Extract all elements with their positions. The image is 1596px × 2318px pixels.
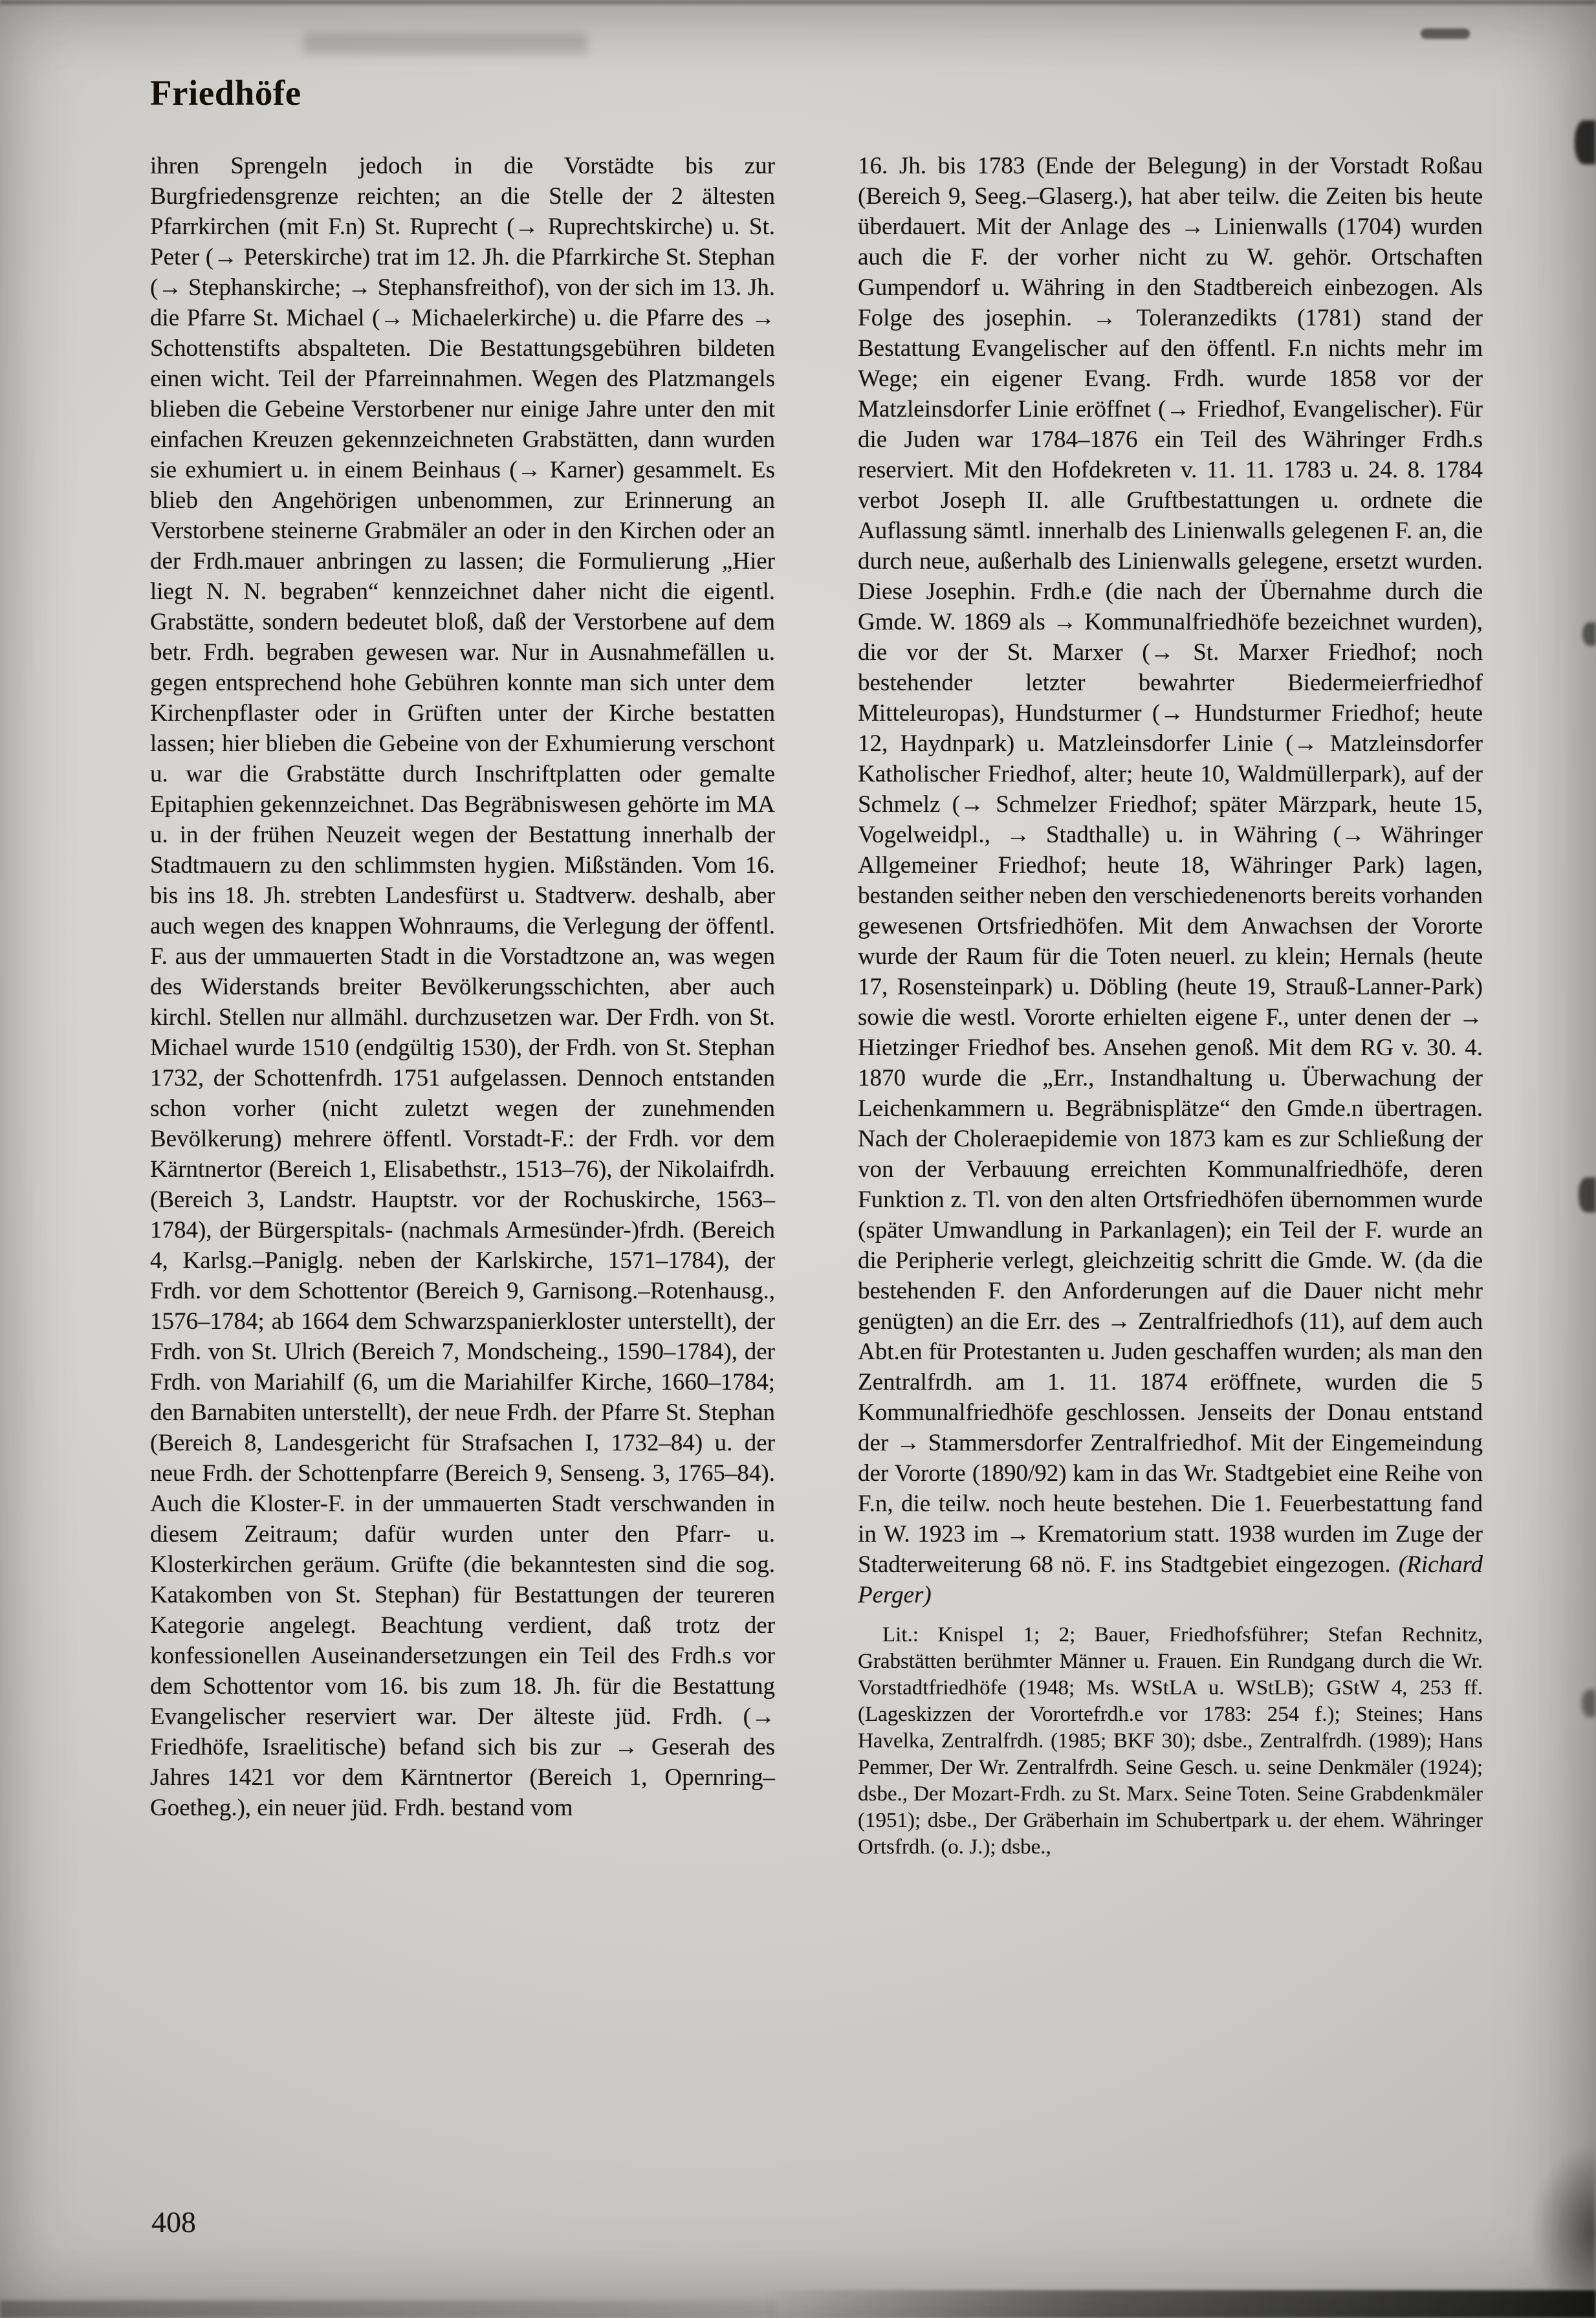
scan-artifact <box>1582 622 1596 646</box>
text-columns <box>150 151 1483 1861</box>
scan-artifact <box>763 2290 1596 2318</box>
scan-artifact <box>303 32 587 54</box>
scan-artifact <box>1531 2141 1596 2290</box>
left-column <box>150 151 775 1861</box>
right-column-main-text: 16. Jh. bis 1783 (Ende der Belegung) in der Vorstadt Roßau (Bereich 9, Seeg.–Glaserg.), hat aber teilw. die Zeiten bis heute überdauert. Mit der Anlage des → Linienwalls (1704) wurden auch die F. der vorher nicht zu W. gehör. Ortschaften Gumpendorf u. Währing in den Stadtbereich einbezogen. Als Folge des josephin. → Toleranzedikts (1781) stand der Bestattung Evangelischer auf den öffentl. F.n nichts mehr im Wege; ein eigener Evang. Frdh. wurde 1858 vor der Matzleinsdorfer Linie eröffnet (→ Friedhof, Evangelischer). Für die Juden war 1784–1876 ein Teil des Währinger Frdh.s reserviert. Mit den Hofdekreten v. 11. 11. 1783 u. 24. 8. 1784 verbot Joseph II. alle Gruftbestattungen u. ordnete die Auflassung sämtl. innerhalb des Linienwalls gelegenen F. an, die durch neue, außerhalb des Linienwalls gelegene, ersetzt wurden. Diese Josephin. Frdh.e (die nach der Übernahme durch die Gmde. W. 1869 als → Kommunalfriedhöfe bezeichnet wurden), die vor der St. Marxer (→ St. Marxer Friedhof; noch bestehender letzter bewahrter Biedermeierfriedhof Mitteleuropas), Hundsturmer (→ Hundsturmer Friedhof; heute 12, Haydnpark) u. Matzleinsdorfer Linie (→ Matzleinsdorfer Katholischer Friedhof, alter; heute 10, Waldmüllerpark), auf der Schmelz (→ Schmelzer Friedhof; später Märzpark, heute 15, Vogelweidpl., → Stadthalle) u. in Währing (→ Währinger Allgemeiner Friedhof; heute 18, Währinger Park) lagen, bestanden seither neben den verschiedenenorts bereits vorhanden gewesenen Ortsfriedhöfen. Mit dem Anwachsen der Vororte wurde der Raum für die Toten neuerl. zu klein; Hernals (heute 17, Rosensteinpark) u. Döbling (heute 19, Strauß-Lanner-Park) sowie die westl. Vororte erhielten eigene F., unter denen der → Hietzinger Friedhof bes. Ansehen genoß. Mit dem RG v. 30. 4. 1870 wurde die „Err., Instandhaltung u. Überwachung der Leichenkammern u. Begräbnisplätze“ den Gmde.n übertragen. Nach der Choleraepidemie von 1873 kam es zur Schließung der von der Verbauung erreichten Kommunalfriedhöfe, deren Funktion z. Tl. von den alten Ortsfriedhöfen übernommen wurde (später Umwandlung in Parkanlagen); ein Teil der F. wurde an die Peripherie verlegt, gleichzeitig schritt die Gmde. W. (da die bestehenden F. den Anforderungen auf die Dauer nicht mehr genügten) an die Err. des → Zentralfriedhofs (11), auf dem auch Abt.en für Protestanten u. Juden geschaffen wurden; als man den Zentralfrdh. am 1. 11. 1874 eröffnete, wurden die 5 Kommunalfriedhöfe geschlossen. Jenseits der Donau entstand der → Stammersdorfer Zentralfriedhof. Mit der Eingemeindung der Vororte (1890/92) kam in das Wr. Stadtgebiet eine Reihe von F.n, die teilw. noch heute bestehen. Die 1. Feuerbestattung fand in W. 1923 im → Krematorium statt. 1938 wurden im Zuge der Stadterweiterung 68 nö. F. ins Stadtgebiet eingezogen. <box>858 153 1483 1578</box>
scan-artifact <box>1579 1177 1596 1212</box>
scan-artifact <box>1582 1690 1596 1717</box>
scan-artifact <box>0 2301 776 2318</box>
right-column <box>858 151 1483 1861</box>
entry-heading: Friedhöfe <box>150 73 301 113</box>
right-column-text <box>858 151 1483 1610</box>
scan-artifact <box>0 0 1596 5</box>
page-content <box>150 72 1483 1861</box>
page-number: 408 <box>151 2205 196 2238</box>
scan-artifact <box>1421 28 1470 39</box>
scan-artifact <box>1575 120 1596 164</box>
literature-paragraph: Lit.: Knispel 1; 2; Bauer, Friedhofsführer; Stefan Rechnitz, Grabstätten berühmter Männer u. Frauen. Ein Rundgang durch die Wr. Vorstadtfriedhöfe (1948; Ms. WStLA u. WStLB); GStW 4, 253 ff. (Lageskizzen der Vorortefrdh.e vor 1783: 254 f.); Steines; Hans Havelka, Zentralfrdh. (1985; BKF 30); dsbe., Zentralfrdh. (1989); Hans Pemmer, Der Wr. Zentralfrdh. Seine Gesch. u. seine Denkmäler (1924); dsbe., Der Mozart-Frdh. zu St. Marx. Seine Toten. Seine Grabdenkmäler (1951); dsbe., Der Gräberhain im Schubertpark u. der ehem. Währinger Ortsfrdh. (o. J.); dsbe., <box>858 1623 1483 1859</box>
author-attribution: (Richard Perger) <box>858 1551 1483 1608</box>
left-column-text: ihren Sprengeln jedoch in die Vorstädte bis zur Burgfriedensgrenze reichten; an die Stelle der 2 ältesten Pfarrkirchen (mit F.n) St. Ruprecht (→ Ruprechtskirche) u. St. Peter (→ Peterskirche) trat im 12. Jh. die Pfarrkirche St. Stephan (→ Stephanskirche; → Stephansfreithof), von der sich im 13. Jh. die Pfarre St. Michael (→ Michaelerkirche) u. die Pfarre des → Schottenstifts abspalteten. Die Bestattungsgebühren bildeten einen wicht. Teil der Pfarreinnahmen. Wegen des Platzmangels blieben die Gebeine Verstorbener nur einige Jahre unter den mit einfachen Kreuzen gekennzeichneten Grabstätten, dann wurden sie exhumiert u. in einem Beinhaus (→ Karner) gesammelt. Es blieb den Angehörigen unbenommen, zur Erinnerung an Verstorbene steinerne Grabmäler an oder in den Kirchen oder an der Frdh.mauer anbringen zu lassen; die Formulierung „Hier liegt N. N. begraben“ kennzeichnet daher nicht die eigentl. Grabstätte, sondern bedeutet bloß, daß der Verstorbene auf dem betr. Frdh. begraben gewesen war. Nur in Ausnahmefällen u. gegen entsprechend hohe Gebühren konnte man sich unter dem Kirchenpflaster oder in Grüften unter der Kirche bestatten lassen; hier blieben die Gebeine von der Exhumierung verschont u. war die Grabstätte durch Inschriftplatten oder gemalte Epitaphien gekennzeichnet. Das Begräbniswesen gehörte im MA u. in der frühen Neuzeit wegen der Bestattung innerhalb der Stadtmauern zu den schlimmsten hygien. Mißständen. Vom 16. bis ins 18. Jh. strebten Landesfürst u. Stadtverw. deshalb, aber auch wegen des knappen Wohnraums, die Verlegung der öffentl. F. aus der ummauerten Stadt in die Vorstadtzone an, was wegen des Widerstands breiter Bevölkerungsschichten, aber auch kirchl. Stellen nur allmähl. durchzusetzen war. Der Frdh. von St. Michael wurde 1510 (endgültig 1530), der Frdh. von St. Stephan 1732, der Schottenfrdh. 1751 aufgelassen. Dennoch entstanden schon vorher (nicht zuletzt wegen der zunehmenden Bevölkerung) mehrere öffentl. Vorstadt-F.: der Frdh. vor dem Kärntnertor (Bereich 1, Elisabethstr., 1513–76), der Nikolaifrdh. (Bereich 3, Landstr. Hauptstr. vor der Rochuskirche, 1563–1784), der Bürgerspitals- (nachmals Armesünder-)frdh. (Bereich 4, Karlsg.–Paniglg. neben der Karlskirche, 1571–1784), der Frdh. vor dem Schottentor (Bereich 9, Garnisong.–Rotenhausg., 1576–1784; ab 1664 dem Schwarzspanierkloster unterstellt), der Frdh. von St. Ulrich (Bereich 7, Mondscheing., 1590–1784), der Frdh. von Mariahilf (6, um die Mariahilfer Kirche, 1660–1784; den Barnabiten unterstellt), der neue Frdh. der Pfarre St. Stephan (Bereich 8, Landesgericht für Strafsachen I, 1732–84) u. der neue Frdh. der Schottenpfarre (Bereich 9, Senseng. 3, 1765–84). Auch die Kloster-F. in der ummauerten Stadt verschwanden in diesem Zeitraum; dafür wurden unter den Pfarr- u. Klosterkirchen geräum. Grüfte (die bekanntesten sind die sog. Katakomben von St. Stephan) für Bestattungen der teureren Kategorie angelegt. Beachtung verdient, daß trotz der konfessionellen Auseinandersetzungen ein Teil des Frdh.s vor dem Schottentor vom 16. bis zum 18. Jh. für die Bestattung Evangelischer reserviert war. Der älteste jüd. Frdh. (→ Friedhöfe, Israelitische) befand sich bis zur → Geserah des Jahres 1421 vor dem Kärntnertor (Bereich 1, Opernring–Goetheg.), ein neuer jüd. Frdh. bestand vom <box>150 153 775 1821</box>
